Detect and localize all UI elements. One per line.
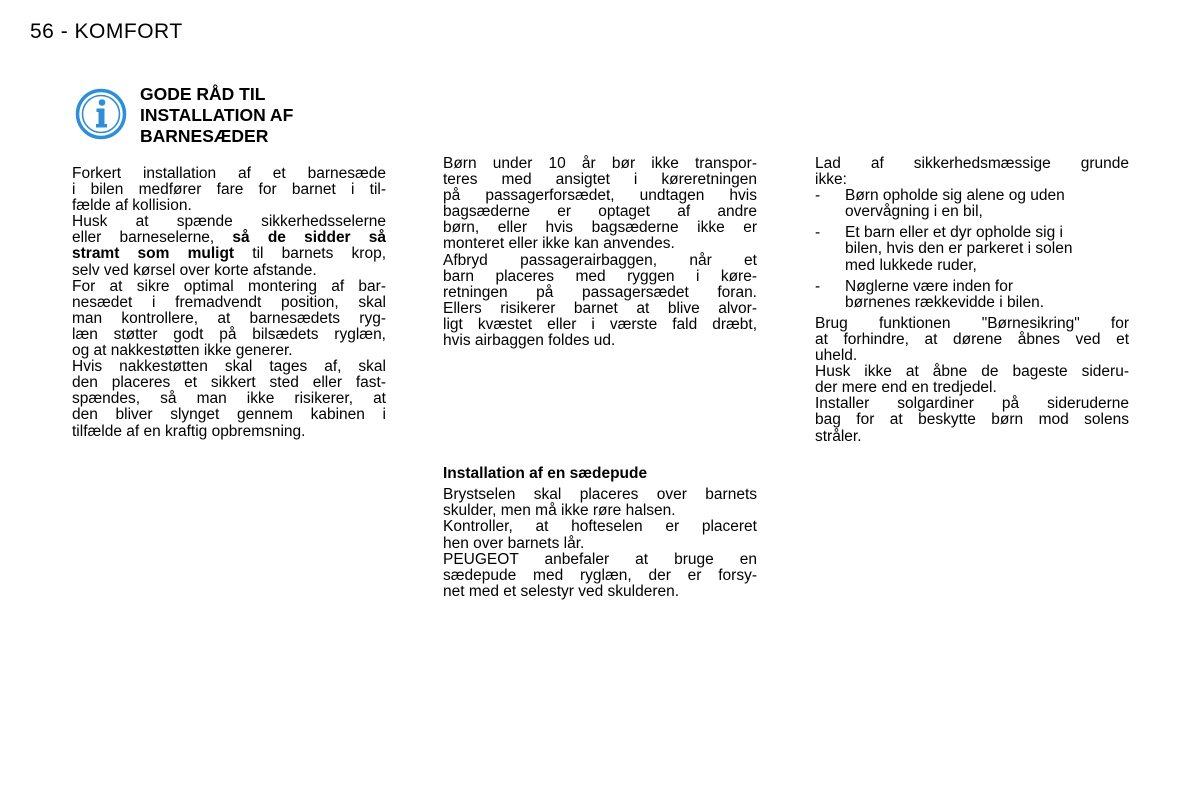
text-line: børn, eller hvis bagsæderne ikke er (443, 219, 757, 237)
text-line: monteret eller ikke kan anvendes. (443, 235, 675, 253)
list-dash: - (815, 187, 821, 205)
text-line: sædepude med ryglæn, der er forsy- (443, 566, 757, 584)
text-line: Kontroller, at hofteselen er placeret (443, 518, 757, 536)
text-line: bilen, hvis den er parkeret i solen (845, 240, 1073, 258)
text-line: net med et selestyr ved skulderen. (443, 582, 680, 600)
emphasis-text: så de sidder så (232, 229, 386, 247)
text-line: skulder, men må ikke røre halsen. (443, 502, 676, 520)
text-line: selv ved kørsel over korte afstande. (72, 261, 317, 279)
text-line: i bilen medfører fare for barnet i til- (72, 181, 386, 199)
text-line (72, 246, 386, 262)
text-line: børnenes rækkevidde i bilen. (845, 293, 1045, 311)
text-line: Et barn eller et dyr opholde sig i (845, 224, 1063, 242)
section-title (140, 84, 293, 147)
text-line: teres med ansigtet i køreretningen (443, 171, 757, 189)
text-line: bagsæderne er optaget af andre (443, 203, 757, 221)
column-3 (815, 156, 1129, 445)
page-header (30, 20, 183, 44)
title-line: GODE RÅD TIL (140, 84, 266, 104)
text-line: hen over barnets lår. (443, 534, 585, 552)
title-line: BARNESÆDER (140, 126, 269, 146)
text-line: overvågning i en bil, (845, 203, 983, 221)
text-span: til barnets krop, (252, 245, 387, 263)
info-icon (75, 88, 127, 140)
text-line: hvis airbaggen foldes ud. (443, 332, 616, 350)
list-item (815, 279, 1129, 311)
text-line: man kontrollere, at barnesædets ryg- (72, 309, 386, 327)
text-line: på passagerforsædet, undtagen hvis (443, 187, 757, 205)
text-line: barn placeres med ryggen i køre- (443, 267, 757, 285)
list-item (815, 225, 1129, 273)
text-line: Brystselen skal placeres over barnets (443, 486, 757, 504)
page-number: 56 (30, 20, 55, 43)
section-name: KOMFORT (74, 20, 183, 43)
text-line: Husk ikke at åbne de bageste sideru- (815, 363, 1129, 381)
text-line: Hvis nakkestøtten skal tages af, skal (72, 358, 386, 376)
header-separator: - (54, 20, 75, 43)
text-span: eller barneselerne, (72, 229, 215, 247)
emphasis-text: stramt som muligt (72, 245, 235, 263)
text-line: den placeres et sikkert sted eller fast- (72, 374, 386, 392)
text-line: stråler. (815, 427, 862, 445)
text-line: Forkert installation af et barnesæde (72, 165, 386, 182)
list-dash: - (815, 224, 821, 242)
text-line: den bliver slynget gennem kabinen i (72, 406, 386, 424)
text-line: uheld. (815, 347, 858, 365)
list-item (815, 188, 1129, 220)
text-line: med lukkede ruder, (845, 256, 977, 274)
text-line: og at nakkestøtten ikke generer. (72, 342, 293, 360)
text-line: fælde af kollision. (72, 197, 192, 215)
text-line: tilfælde af en kraftig opbremsning. (72, 422, 306, 440)
text-line: bag for at beskytte børn mod solens (815, 411, 1129, 429)
subheading: Installation af en sædepude (443, 465, 648, 483)
text-line: Børn ophold​e sig alene og uden (845, 187, 1065, 205)
text-line: spændes, så man ikke risikerer, at (72, 390, 386, 408)
text-line: PEUGEOT anbefaler at bruge en (443, 550, 757, 568)
text-line: Nøglerne være inden for (845, 277, 1013, 295)
title-line: INSTALLATION AF (140, 105, 294, 125)
list-dash: - (815, 277, 821, 295)
text-line: Brug funktionen "Børnesikring" for (815, 314, 1129, 332)
text-line: at forhindre, at dørene åbnes ved et (815, 330, 1129, 348)
text-line: Installer solgardiner på sideruderne (815, 395, 1129, 413)
text-line: ligt kvæstet eller i værste fald dræbt, (443, 315, 757, 333)
text-line: nesædet i fremadvendt position, skal (72, 293, 386, 311)
text-line: For at sikre optimal montering af bar- (72, 277, 386, 295)
column-1 (72, 166, 386, 440)
text-line: Lad af sikkerhedsmæssige grunde (815, 155, 1129, 172)
text-line: læn støtter godt på bilsædets ryglæn, (72, 325, 386, 343)
column-2 (443, 156, 757, 600)
text-line: Børn under 10 år bør ikke transpor- (443, 155, 757, 172)
text-line: der mere end en tredjedel. (815, 379, 997, 397)
text-line: Afbryd passagerairbaggen, når et (443, 251, 757, 269)
text-line: Ellers risikerer barnet at blive alvor- (443, 299, 757, 317)
text-line: retningen på passagersædet foran. (443, 283, 757, 301)
text-line (72, 230, 386, 246)
text-line: Husk at spænde sikkerhedsselerne (72, 213, 386, 231)
text-line: ikke: (815, 171, 847, 189)
